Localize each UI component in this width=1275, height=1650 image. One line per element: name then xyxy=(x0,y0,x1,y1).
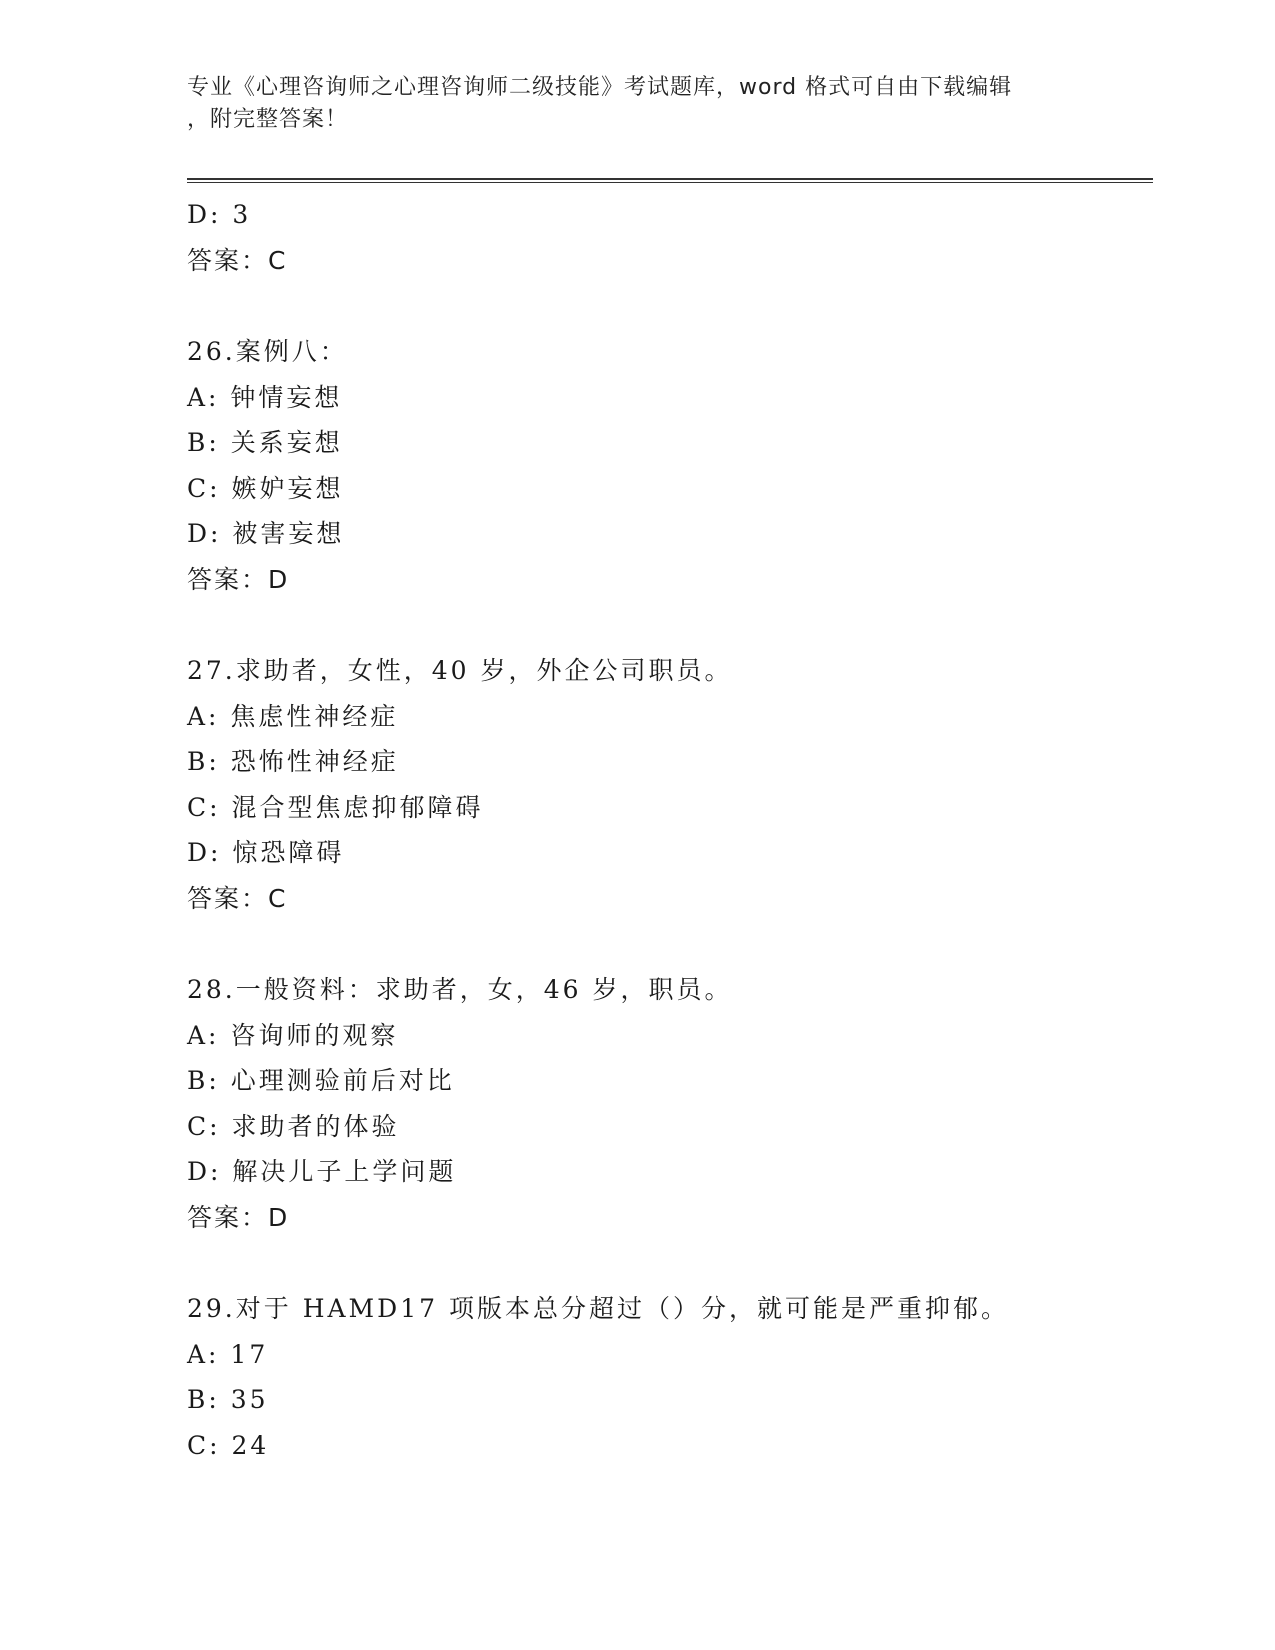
question-stem: 29.对于 HAMD17 项版本总分超过（）分，就可能是严重抑郁。 xyxy=(187,1294,1009,1323)
option-b: B: 35 xyxy=(187,1385,269,1414)
option-b: B: 恐怖性神经症 xyxy=(187,747,399,776)
option-a: A: 17 xyxy=(187,1339,269,1369)
question-27 xyxy=(187,648,1147,921)
question-stem: 27.求助者，女性，40 岁，外企公司职员。 xyxy=(187,656,733,685)
header-line-1: 专业《心理咨询师之心理咨询师二级技能》考试题库，word 格式可自由下载编辑 xyxy=(187,75,1013,100)
option-c: C: 混合型焦虑抑郁障碍 xyxy=(187,792,484,822)
option-a: A: 焦虑性神经症 xyxy=(187,701,399,731)
header-line-2: ，附完整答案！ xyxy=(187,107,349,132)
answer-line: 答案：C xyxy=(187,245,288,275)
option-c: C: 嫉妒妄想 xyxy=(187,473,344,503)
option-b: B: 关系妄想 xyxy=(187,428,343,457)
option-c: C: 求助者的体验 xyxy=(187,1111,400,1141)
answer-line: 答案：C xyxy=(187,883,288,913)
question-list xyxy=(187,192,1147,1468)
document-header xyxy=(187,72,1087,136)
question-stem: 26.案例八： xyxy=(187,337,348,366)
answer-line: 答案：D xyxy=(187,1202,290,1232)
previous-question-fragment xyxy=(187,192,1147,283)
option-d: D: 被害妄想 xyxy=(187,519,345,548)
question-26 xyxy=(187,329,1147,602)
option-c: C: 24 xyxy=(187,1430,270,1460)
option-b: B: 心理测验前后对比 xyxy=(187,1066,455,1095)
option-d: D: 惊恐障碍 xyxy=(187,838,345,867)
question-29 xyxy=(187,1286,1147,1468)
answer-line: 答案：D xyxy=(187,564,290,594)
option-a: A: 钟情妄想 xyxy=(187,382,343,412)
question-28 xyxy=(187,967,1147,1240)
option-a: A: 咨询师的观察 xyxy=(187,1020,399,1050)
option-d: D: 3 xyxy=(187,200,252,229)
option-d: D: 解决儿子上学问题 xyxy=(187,1157,457,1186)
question-stem: 28.一般资料：求助者，女，46 岁，职员。 xyxy=(187,975,733,1004)
header-divider xyxy=(187,178,1153,183)
